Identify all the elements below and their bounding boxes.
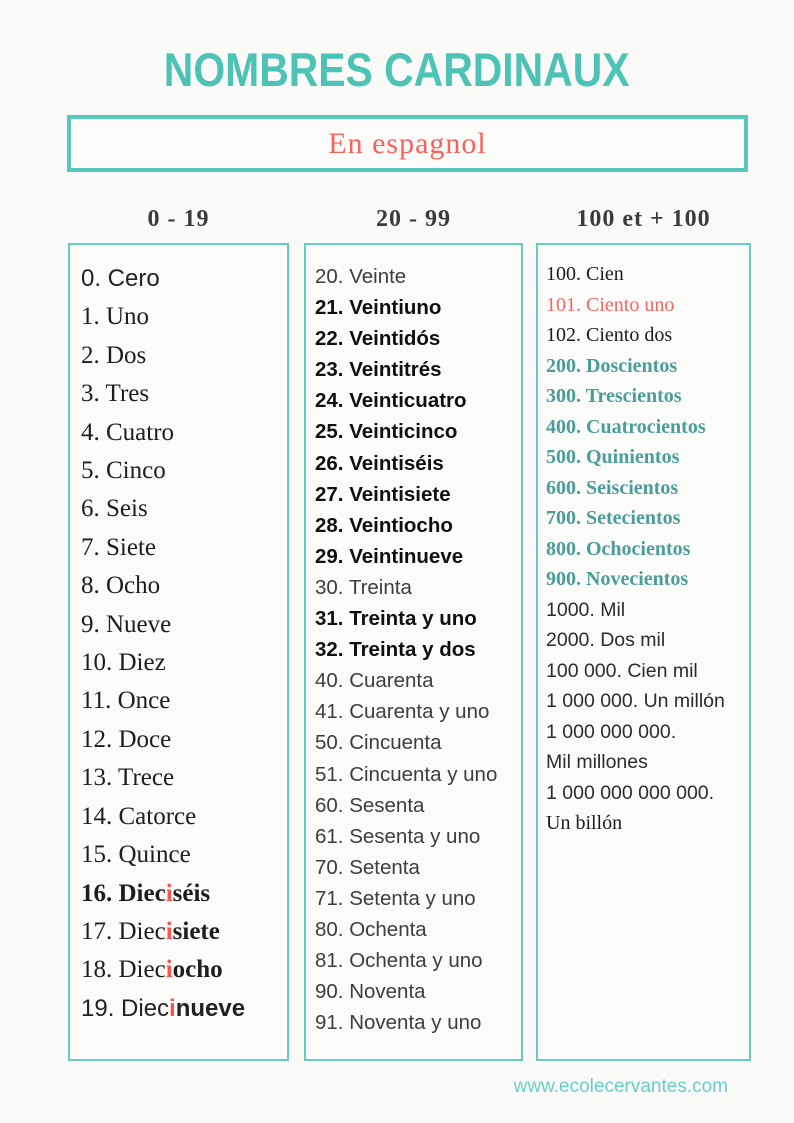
list-item: 12. Doce: [81, 725, 172, 753]
list-item: 101. Ciento uno: [546, 293, 675, 316]
list-item: 1. Uno: [81, 303, 150, 331]
list-item: 28. Veintiocho: [315, 513, 453, 537]
list-item: 29. Veintinueve: [315, 544, 464, 568]
list-item: 13. Trece: [81, 764, 175, 792]
list-item: 71. Setenta y uno: [315, 886, 476, 910]
list-item: 41. Cuarenta y uno: [315, 700, 490, 724]
list-item: 32. Treinta y dos: [315, 638, 476, 662]
list-item: 2. Dos: [81, 341, 147, 369]
list-item: 14. Catorce: [81, 802, 197, 830]
page-title: NOMBRES CARDINAUX: [164, 43, 630, 96]
list-item: 6. Seis: [81, 495, 148, 523]
columns-row: [68, 243, 751, 1061]
list-item: 1 000 000. Un millón: [546, 690, 725, 712]
list-item: 600. Seiscientos: [546, 476, 679, 499]
list-item: 24. Veinticuatro: [315, 389, 467, 413]
list-item: 102. Ciento dos: [546, 324, 673, 346]
list-item: 1000. Mil: [546, 598, 626, 621]
list-item: 17. Diecisiete: [81, 917, 220, 945]
number-list-20-99: [315, 261, 521, 1038]
list-item: 100. Cien: [546, 263, 624, 285]
column-header-100-plus: 100 et + 100: [576, 206, 711, 232]
list-item: 10. Diez: [81, 649, 166, 677]
number-list-0-19: [81, 260, 287, 1028]
list-item: 51. Cincuenta y uno: [315, 762, 498, 786]
list-item: 500. Quinientos: [546, 446, 680, 468]
list-item: 61. Sesenta y uno: [315, 824, 481, 848]
list-item: 91. Noventa y uno: [315, 1011, 482, 1035]
list-item: 700. Setecientos: [546, 507, 681, 529]
column-header-20-99: 20 - 99: [376, 206, 451, 232]
list-item: 3. Tres: [81, 380, 150, 408]
column-header-0-19: 0 - 19: [147, 206, 210, 232]
number-list-100-plus: [546, 259, 749, 839]
list-item: 31. Treinta y uno: [315, 607, 477, 631]
column-headers-row: [68, 206, 751, 233]
list-item: 40. Cuarenta: [315, 669, 434, 693]
list-item: 300. Trescientos: [546, 385, 682, 407]
list-item: 90. Noventa: [315, 980, 426, 1004]
list-item: 25. Veinticinco: [315, 420, 458, 444]
list-item: 70. Setenta: [315, 855, 420, 879]
list-item: 4. Cuatro: [81, 418, 175, 446]
list-item: 2000. Dos mil: [546, 629, 666, 651]
list-item: 23. Veintitrés: [315, 358, 442, 382]
list-item: 8. Ocho: [81, 572, 161, 600]
list-item: 400. Cuatrocientos: [546, 415, 706, 438]
list-item: 200. Doscientos: [546, 354, 678, 377]
list-item: 26. Veintiséis: [315, 451, 444, 475]
list-item: 30. Treinta: [315, 575, 412, 599]
list-item: 1 000 000 000.: [546, 720, 677, 743]
column-box-20-99: [304, 243, 523, 1061]
list-item: 20. Veinte: [315, 265, 407, 288]
list-item: 21. Veintiuno: [315, 296, 442, 320]
list-item: 0. Cero: [81, 265, 160, 292]
title-container: [0, 0, 794, 96]
footer-url: www.ecolecervantes.com: [513, 1076, 728, 1097]
list-item: 900. Novecientos: [546, 568, 689, 590]
list-item: 15. Quince: [81, 841, 191, 869]
list-item: 27. Veintisiete: [315, 482, 451, 506]
list-item: 100 000. Cien mil: [546, 659, 698, 682]
subtitle-text: En espagnol: [328, 126, 487, 160]
column-box-0-19: [68, 243, 289, 1061]
list-item: 5. Cinco: [81, 457, 166, 485]
subtitle-box: [67, 115, 748, 172]
list-item: 16. Dieciséis: [81, 879, 211, 907]
column-box-100-plus: [536, 243, 751, 1061]
list-item: 60. Sesenta: [315, 793, 425, 817]
list-item: 1 000 000 000 000.: [546, 781, 715, 804]
list-item: 18. Dieciocho: [81, 956, 223, 984]
list-item: 7. Siete: [81, 533, 156, 561]
list-item: 9. Nueve: [81, 610, 172, 638]
list-item: 22. Veintidós: [315, 327, 441, 351]
list-item: Un billón: [546, 812, 623, 834]
list-item: Mil millones: [546, 751, 648, 773]
list-item: 11. Once: [81, 687, 171, 715]
list-item: 80. Ochenta: [315, 917, 427, 941]
list-item: 800. Ochocientos: [546, 537, 691, 560]
list-item: 50. Cincuenta: [315, 731, 442, 755]
list-item: 81. Ochenta y uno: [315, 949, 483, 973]
list-item: 19. Diecinueve: [81, 994, 246, 1022]
